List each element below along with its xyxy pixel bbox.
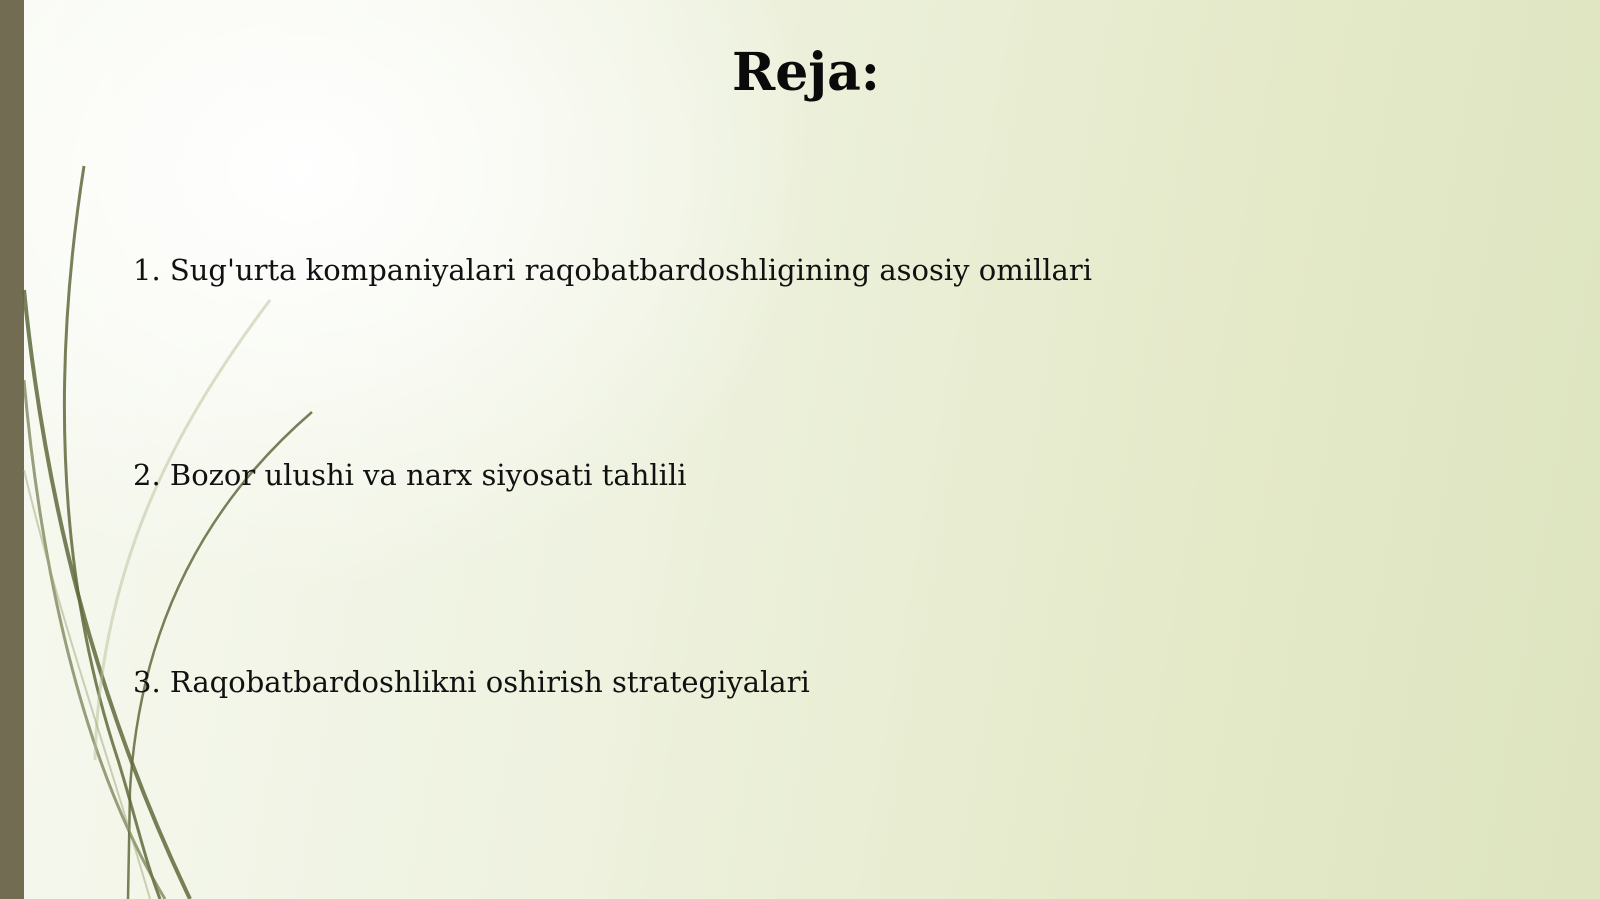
left-accent-bar <box>0 0 24 899</box>
plan-item-3: 3. Raqobatbardoshlikni oshirish strategiyalari <box>133 665 810 699</box>
plan-item-1: 1. Sug'urta kompaniyalari raqobatbardoshligining asosiy omillari <box>133 253 1092 287</box>
slide-title: Reja: <box>731 42 880 103</box>
grass-blade-faint-2 <box>24 470 150 899</box>
grass-decoration <box>0 0 360 899</box>
plan-item-2: 2. Bozor ulushi va narx siyosati tahlili <box>133 458 687 492</box>
grass-blade-curve <box>24 290 190 899</box>
